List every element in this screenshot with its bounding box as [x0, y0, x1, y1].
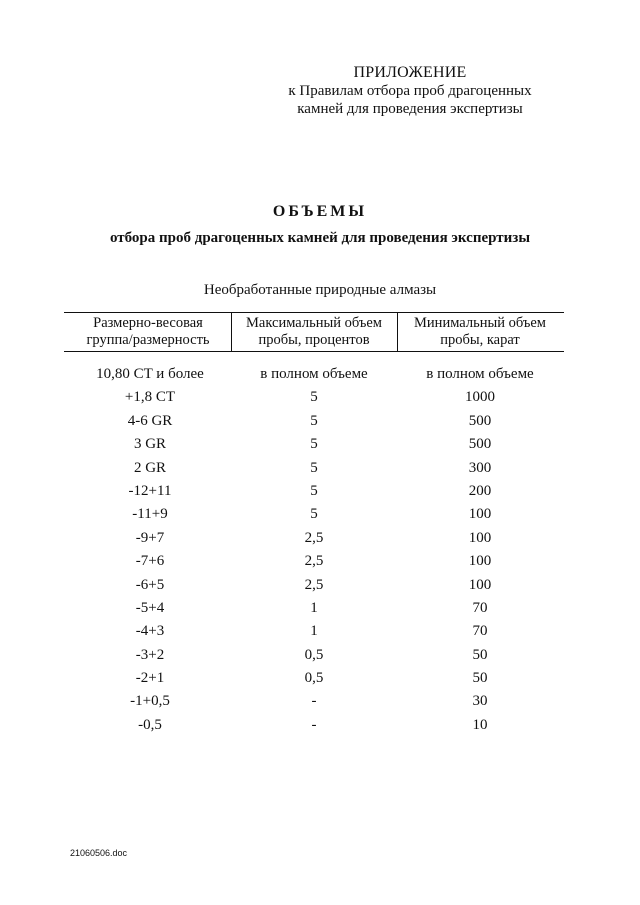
- size-group-cell: -12+11: [128, 482, 172, 499]
- max-volume-cell: в полном объеме: [260, 366, 368, 382]
- size-group-cell: -2+1: [135, 670, 165, 687]
- table-row: [0, 693, 640, 716]
- size-group-cell: -11+9: [132, 506, 168, 523]
- max-volume-cell: -: [311, 716, 317, 733]
- size-group-cell: 3 GR: [133, 436, 167, 453]
- min-volume-cell: 30: [472, 693, 488, 710]
- size-group-cell: -9+7: [135, 529, 165, 546]
- table-row: [0, 670, 640, 693]
- min-volume-cell: 100: [468, 529, 492, 546]
- table-row: [0, 460, 640, 483]
- max-volume-cell: 2,5: [304, 529, 324, 546]
- appendix-line-2: камней для проведения экспертизы: [297, 101, 523, 117]
- min-volume-cell: 500: [468, 436, 492, 453]
- max-volume-cell: -: [311, 693, 317, 710]
- size-group-cell: 10,80 CT и более: [96, 366, 204, 382]
- header-max-volume-line2: пробы, процентов: [258, 332, 370, 348]
- max-volume-cell: 2,5: [304, 553, 324, 570]
- header-max-volume-line1: Максимальный объем: [246, 315, 382, 331]
- table-row: [0, 389, 640, 412]
- table-row: [0, 366, 640, 389]
- appendix-block: [250, 64, 570, 118]
- header-size-group-line1: Размерно-весовая: [93, 315, 203, 331]
- min-volume-cell: 50: [472, 646, 488, 663]
- table-row: [0, 600, 640, 623]
- size-group-cell: 2 GR: [133, 459, 167, 476]
- footer-filename: 21060506.doc: [70, 848, 128, 858]
- size-group-cell: +1,8 CT: [124, 389, 176, 406]
- document-subtitle: отбора проб драгоценных камней для проведения экспертизы: [109, 230, 531, 246]
- min-volume-cell: 100: [468, 553, 492, 570]
- max-volume-cell: 5: [310, 389, 318, 406]
- table-row: [0, 506, 640, 529]
- table-body: [0, 366, 640, 740]
- max-volume-cell: 1: [310, 623, 318, 640]
- min-volume-cell: 500: [468, 412, 492, 429]
- table-row: [0, 623, 640, 646]
- header-min-volume-line1: Минимальный объем: [414, 315, 546, 331]
- size-group-cell: -5+4: [135, 599, 165, 616]
- size-group-cell: -7+6: [135, 553, 165, 570]
- min-volume-cell: 100: [468, 576, 492, 593]
- max-volume-cell: 0,5: [304, 646, 324, 663]
- size-group-cell: -3+2: [135, 646, 165, 663]
- header-min-volume-line2: пробы, карат: [440, 332, 520, 348]
- header-top-rule: [64, 312, 564, 313]
- size-group-cell: 4-6 GR: [127, 412, 173, 429]
- table-row: [0, 577, 640, 600]
- min-volume-cell: 50: [472, 670, 488, 687]
- max-volume-cell: 2,5: [304, 576, 324, 593]
- min-volume-cell: 1000: [465, 389, 495, 406]
- table-row: [0, 530, 640, 553]
- header-min-volume: [398, 315, 562, 349]
- min-volume-cell: 200: [468, 482, 492, 499]
- size-group-cell: -1+0,5: [130, 693, 170, 710]
- table-row: [0, 436, 640, 459]
- min-volume-cell: 300: [468, 459, 492, 476]
- size-group-cell: -0,5: [138, 716, 162, 733]
- appendix-title: ПРИЛОЖЕНИЕ: [353, 64, 467, 81]
- max-volume-cell: 5: [310, 436, 318, 453]
- size-group-cell: -6+5: [135, 576, 165, 593]
- min-volume-cell: 10: [472, 716, 488, 733]
- max-volume-cell: 1: [310, 599, 318, 616]
- section-title: Необработанные природные алмазы: [203, 282, 437, 298]
- table-row: [0, 413, 640, 436]
- header-bottom-rule: [64, 351, 564, 352]
- table-row: [0, 553, 640, 576]
- table-row: [0, 483, 640, 506]
- min-volume-cell: в полном объеме: [426, 366, 534, 382]
- max-volume-cell: 5: [310, 412, 318, 429]
- min-volume-cell: 70: [472, 623, 488, 640]
- size-group-cell: -4+3: [135, 623, 165, 640]
- header-max-volume: [232, 315, 396, 349]
- header-size-group-line2: группа/размерность: [86, 332, 210, 348]
- max-volume-cell: 0,5: [304, 670, 324, 687]
- min-volume-cell: 70: [472, 599, 488, 616]
- table-row: [0, 717, 640, 740]
- max-volume-cell: 5: [310, 459, 318, 476]
- header-size-group: [66, 315, 230, 349]
- document-title: ОБЪЕМЫ: [272, 203, 368, 220]
- appendix-line-1: к Правилам отбора проб драгоценных: [288, 83, 532, 99]
- table-row: [0, 647, 640, 670]
- min-volume-cell: 100: [468, 506, 492, 523]
- max-volume-cell: 5: [310, 482, 318, 499]
- max-volume-cell: 5: [310, 506, 318, 523]
